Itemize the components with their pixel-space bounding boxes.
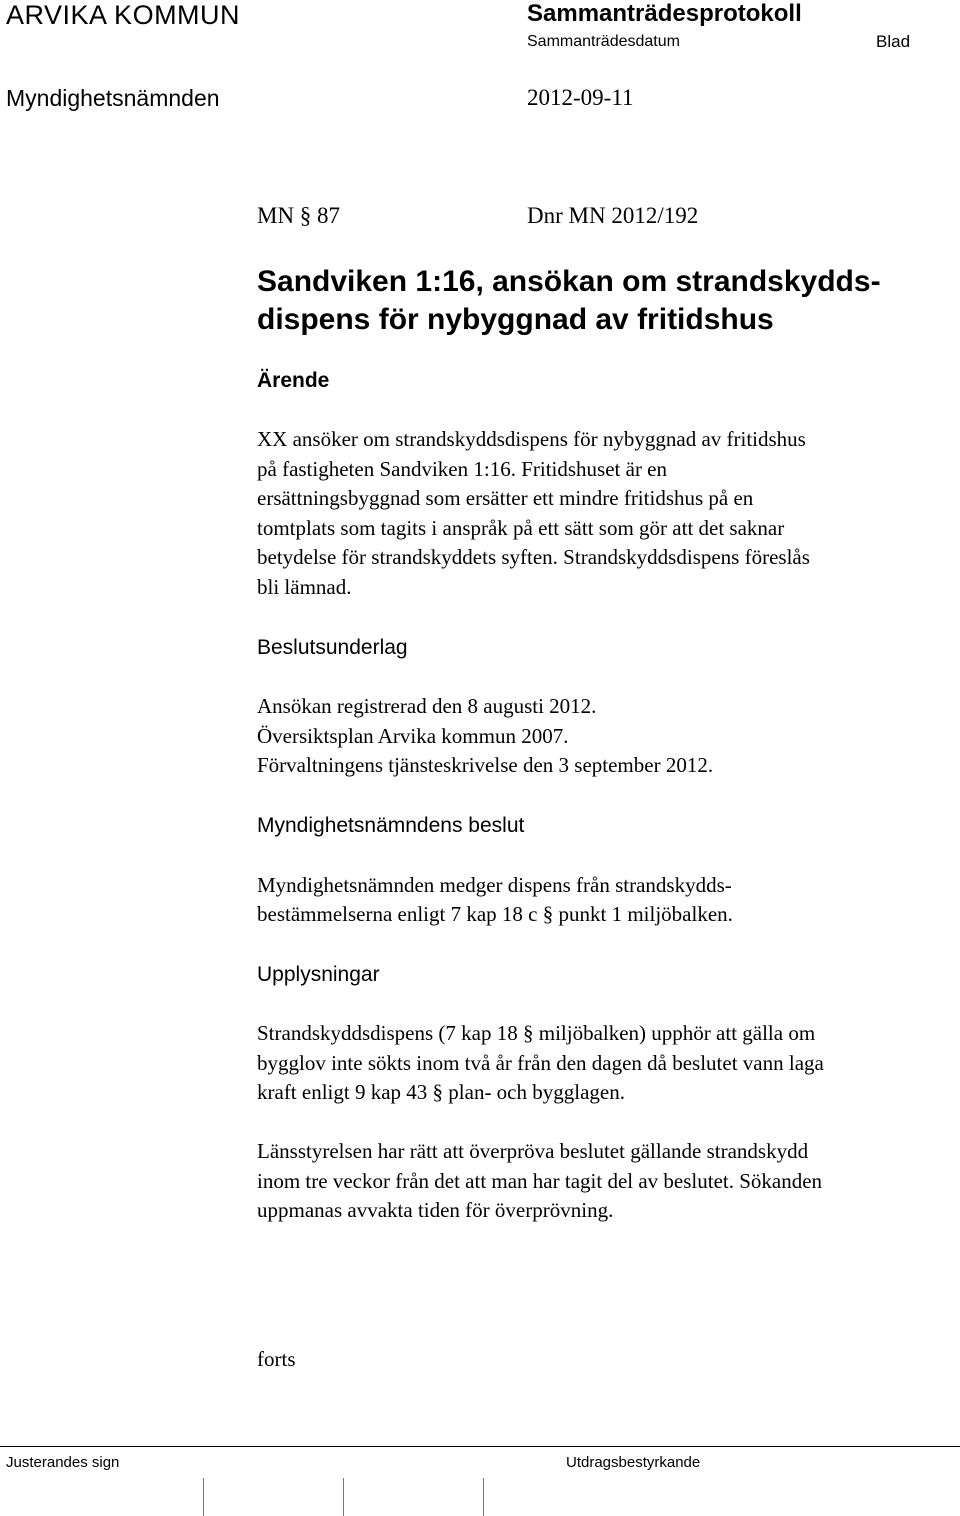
committee-name: Myndighetsnämnden (6, 85, 220, 111)
arende-line: på fastigheten Sandviken 1:16. Fritidshuset är en (257, 457, 668, 481)
utdragsbestyrkande-label: Utdragsbestyrkande (566, 1454, 701, 1471)
underlag-item: Förvaltningens tjänsteskrivelse den 3 september 2012. (257, 753, 714, 777)
beslut-line: bestämmelserna enligt 7 kap 18 c § punkt 1 miljöbalken. (257, 902, 733, 926)
case-dnr: Dnr MN 2012/192 (527, 203, 699, 228)
upplysningar-heading: Upplysningar (257, 963, 380, 986)
upplysningar-line: bygglov inte sökts inom två år från den dagen då beslutet vann laga (257, 1051, 824, 1075)
footer-divider (0, 1446, 960, 1447)
upplysningar-line: kraft enligt 9 kap 43 § plan- och bygglagen. (257, 1080, 625, 1104)
justerandes-sign-label: Justerandes sign (6, 1454, 120, 1471)
continued-label: forts (257, 1347, 296, 1371)
arende-line: ersättningsbyggnad som ersätter ett mindre fritidshus på en (257, 486, 754, 510)
signature-box-divider (343, 1478, 344, 1516)
signature-box-divider (203, 1478, 204, 1516)
document-title: Sammanträdesprotokoll (527, 0, 802, 27)
upplysningar-line: Länsstyrelsen har rätt att överpröva beslutet gällande strandskydd (257, 1139, 809, 1163)
meeting-date-label: Sammanträdesdatum (527, 33, 680, 50)
arende-line: XX ansöker om strandskyddsdispens för nybyggnad av fritidshus (257, 427, 806, 451)
upplysningar-line: uppmanas avvakta tiden för överprövning. (257, 1198, 614, 1222)
underlag-item: Översiktsplan Arvika kommun 2007. (257, 724, 569, 748)
arende-heading: Ärende (257, 369, 330, 392)
case-number: MN § 87 (257, 203, 341, 228)
upplysningar-line: inom tre veckor från det att man har tagit del av beslutet. Sökanden (257, 1169, 823, 1193)
meeting-date: 2012-09-11 (527, 85, 634, 110)
signature-box-divider (483, 1478, 484, 1516)
arende-line: betydelse för strandskyddets syften. Strandskyddsdispens föreslås (257, 545, 810, 569)
upplysningar-line: Strandskyddsdispens (7 kap 18 § miljöbalken) upphör att gälla om (257, 1021, 816, 1045)
beslut-line: Myndighetsnämnden medger dispens från strandskydds- (257, 873, 732, 897)
arende-line: tomtplats som tagits i anspråk på ett sätt som gör att det saknar (257, 516, 785, 540)
org-name: ARVIKA KOMMUN (6, 0, 241, 30)
arende-line: bli lämnad. (257, 575, 352, 599)
case-title-line-2: dispens för nybyggnad av fritidshus (257, 303, 774, 336)
beslutsunderlag-heading: Beslutsunderlag (257, 636, 408, 659)
underlag-item: Ansökan registrerad den 8 augusti 2012. (257, 694, 597, 718)
case-title-line-1: Sandviken 1:16, ansökan om strandskydds- (257, 265, 881, 298)
beslut-heading: Myndighetsnämndens beslut (257, 814, 525, 837)
page-label: Blad (876, 32, 911, 51)
